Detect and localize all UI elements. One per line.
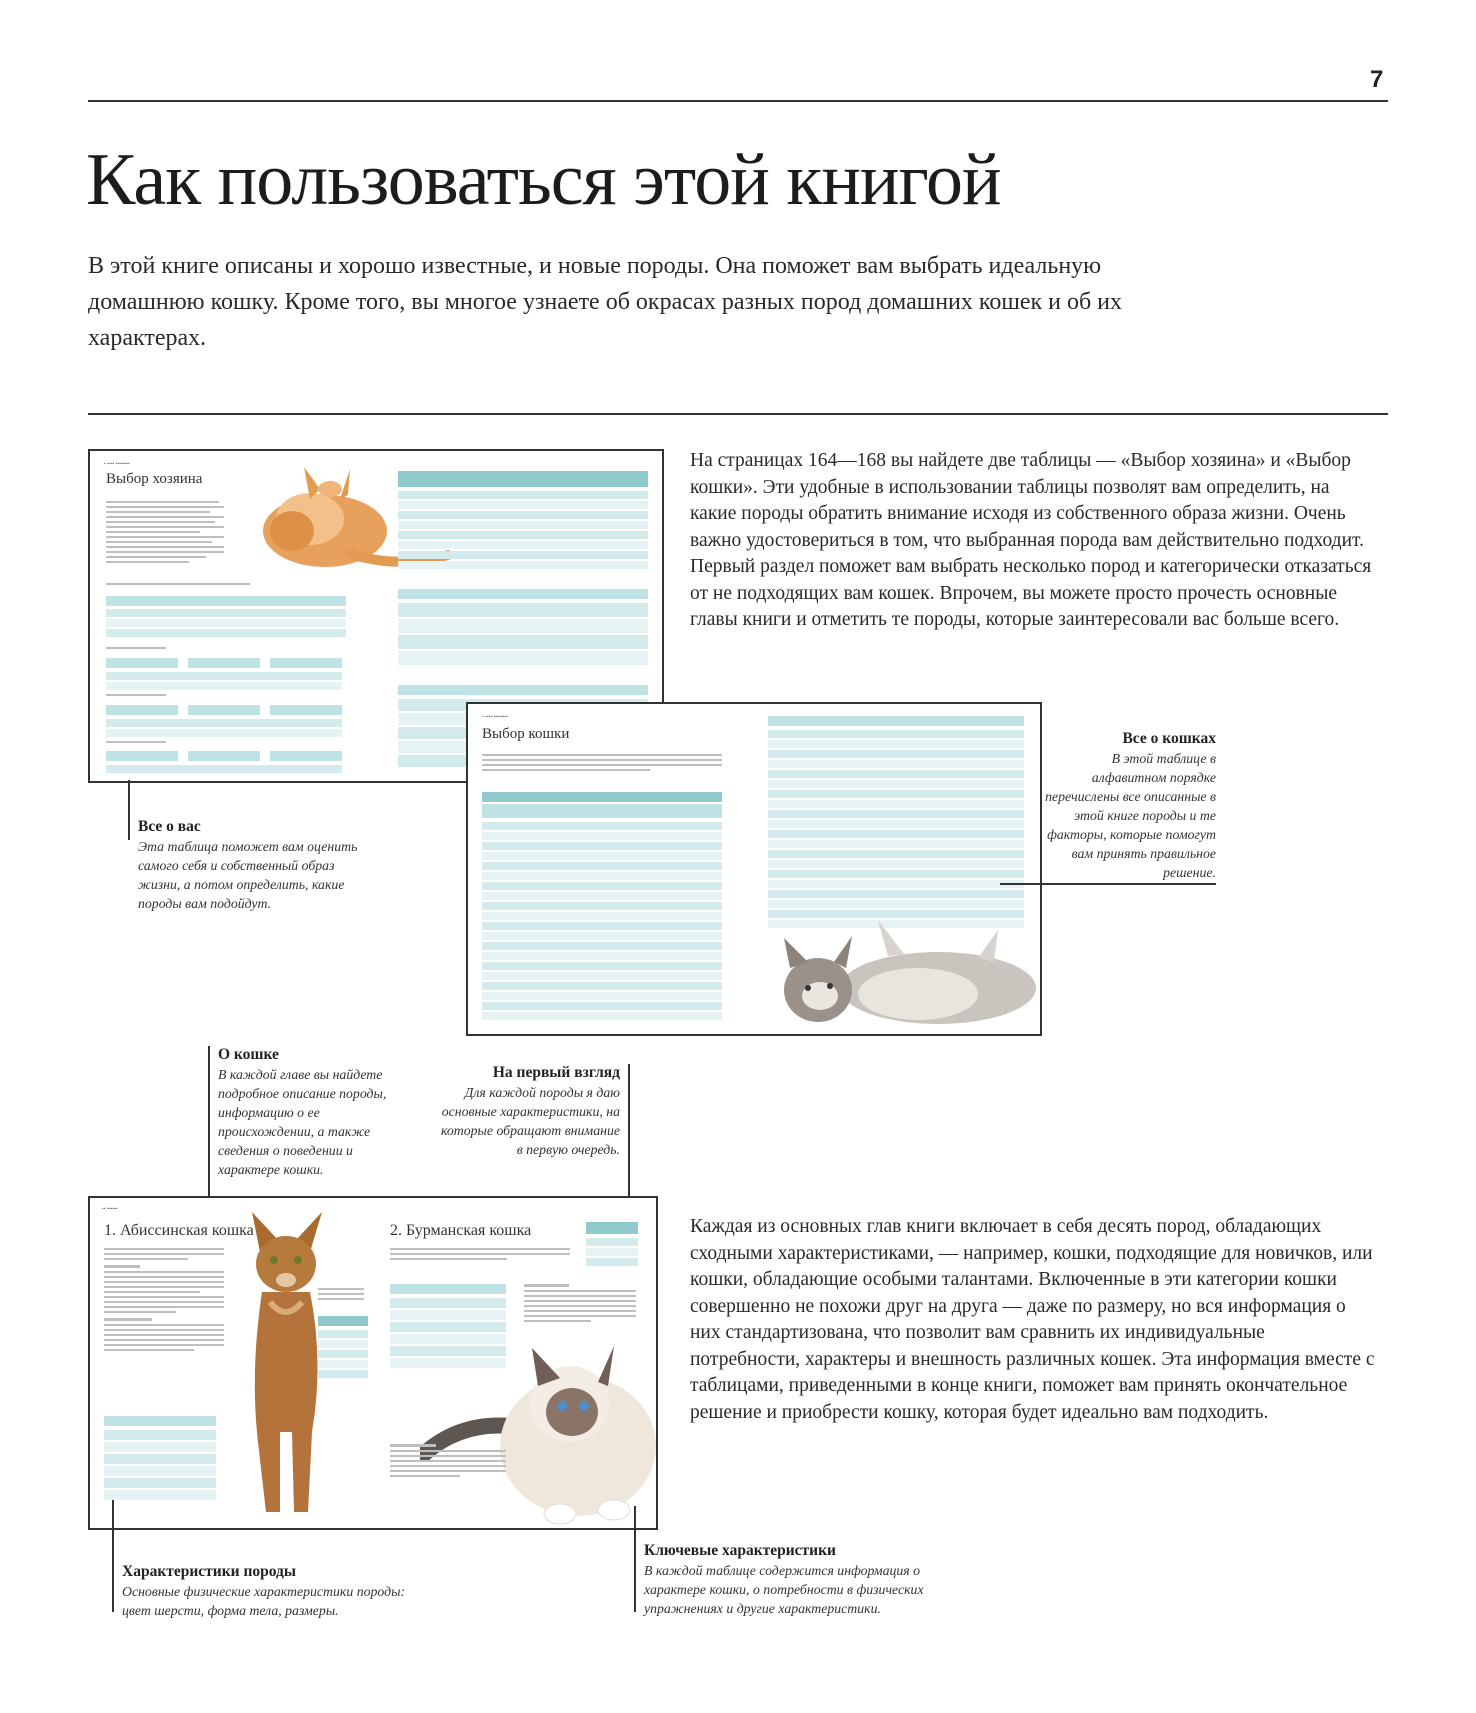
leader-line (634, 1506, 636, 1612)
caption-about-cats-title: Все о кошках (1122, 730, 1216, 747)
spread-owner-title: Выбор хозяина (106, 471, 203, 487)
at-a-glance-box (586, 1238, 638, 1268)
leader-line (628, 1064, 630, 1214)
caption-about-you-text: Эта таблица поможет вам оценить самого себя и собственный образ жизни, а потом определить, какие породы вам подойдут. (138, 839, 358, 911)
table-rows (768, 730, 1024, 930)
grey-cat-photo (768, 916, 1038, 1034)
caption-breed-features-text: Основные физические характеристики породы: цвет шерсти, форма тела, размеры. (122, 1584, 406, 1618)
caption-glance-text: Для каждой породы я даю основные характеристики, на которые обращают внимание в первую очередь. (440, 1085, 620, 1157)
caption-about-cat-title: О кошке (218, 1046, 279, 1063)
caption-key-features-text: В каждой таблице содержится информация о характере кошки, о потребности в физических упражнениях и другие характеристики. (644, 1563, 924, 1616)
breed1-number: 1. (104, 1222, 116, 1239)
section1-paragraph: На страницах 164—168 вы найдете две таблицы — «Выбор хозяина» и «Выбор кошки». Эти удобные в использовании таблицы позволят вам определить, на какие породы обратить внимание исходя из собственного образа жизни. Очень важно удостовериться в том, что выбранная порода вам действительно подходит. Первый раздел поможет вам выбрать несколько пород и категорически отказаться от не подходящих вам кошек. Впрочем, вы можете просто прочесть основные главы книги и отметить те породы, которые заинтересовали вас больше всего. (690, 450, 1372, 630)
breed1-title: Абиссинская кошка (120, 1222, 254, 1239)
section2-paragraph: Каждая из основных глав книги включает в себя десять пород, обладающих сходными характеристиками, — например, кошки, подходящие для новичков, или кошки, обладающие особыми талантами. Включенные в эти категории кошки совершенно не похожи друг на друга — даже по размеру, но вся информация о них стандартизована, что позволит вам сравнить их индивидуальные потребности, характеры и внешность различных кошек. Эта информация вместе с таблицами, приведенными в конце книги, поможет вам принять окончательное решение и приобрести кошку, которая будет идеально вам подходить. (690, 1216, 1375, 1423)
breed2-number: 2. (390, 1222, 402, 1239)
leader-line (112, 1500, 114, 1612)
caption-about-you-title: Все о вас (138, 818, 201, 835)
header-rule (88, 100, 1388, 102)
breed2-title: Бурманская кошка (406, 1222, 532, 1239)
table-rows (482, 822, 722, 1022)
table-rows (104, 1430, 216, 1502)
table-rows (398, 491, 648, 571)
birman-cat-photo (420, 1334, 656, 1528)
page-number: 7 (1370, 66, 1384, 93)
spread-breeds: ▪▪ ▪▪▪▪▪▪ 1. Абиссинская кошка 2. Бурманская кошка (88, 1196, 658, 1530)
leader-line (1000, 883, 1216, 885)
caption-about-cat-text: В каждой главе вы найдете подробное описание породы, информацию о ее происхождении, а также сведения о поведении и характере кошки. (218, 1067, 387, 1177)
caption-breed-features-title: Характеристики породы (122, 1563, 296, 1580)
spread-running-head: ▪ ▪▪▪▪ ▪▪▪▪▪▪▪▪ (104, 461, 130, 467)
caption-about-cats-text: В этой таблице в алфавитном порядке перечислены все описанные в этой книге породы и те факторы, которые помогут вам принять правильное решение. (1045, 751, 1216, 880)
breed2-heading (390, 1222, 531, 1240)
caption-key-features-title: Ключевые характеристики (644, 1542, 836, 1559)
caption-glance-title: На первый взгляд (492, 1064, 620, 1081)
page-title: Как пользоваться этой книгой (86, 139, 1001, 221)
leader-line (128, 780, 130, 840)
table-rows (106, 609, 346, 639)
intro-paragraph: В этой книге описаны и хорошо известные, и новые породы. Она поможет вам выбрать идеальную домашнюю кошку. Кроме того, вы многое узнаете об окрасах разных пород домашних кошек и об их характерах. (88, 253, 1123, 351)
spread-cat-title: Выбор кошки (482, 726, 570, 742)
section-rule (88, 413, 1388, 415)
text-block (106, 583, 346, 588)
spread-cat-choice: ▪ ▪▪▪▪ ▪▪▪▪▪▪▪▪ Выбор кошки (466, 702, 1042, 1036)
